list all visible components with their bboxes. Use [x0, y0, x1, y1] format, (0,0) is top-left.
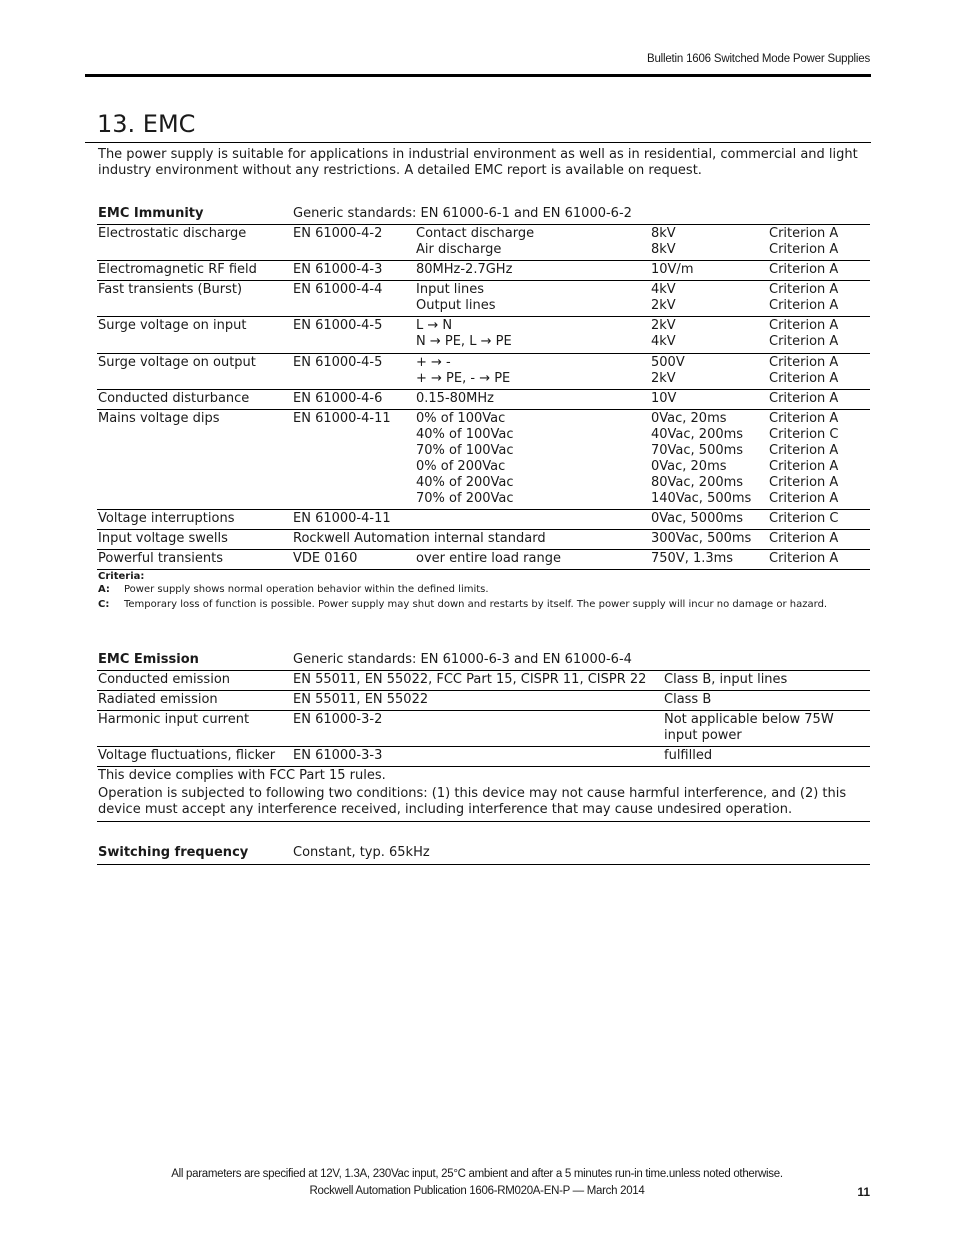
- criteria-key: A:: [98, 584, 110, 595]
- test-level-line: 750V, 1.3ms: [651, 551, 734, 566]
- test-condition-line: 0% of 200Vac: [416, 459, 506, 474]
- test-name: [98, 511, 234, 527]
- test-standard-line: EN 61000-4-11: [293, 411, 391, 426]
- test-standard: [293, 262, 382, 278]
- test-condition-line: 0% of 100Vac: [416, 411, 506, 426]
- test-condition-line: 70% of 200Vac: [416, 491, 514, 506]
- emission-standard: [293, 692, 428, 708]
- emission-name: [98, 748, 275, 764]
- test-level-line: 500V: [651, 355, 685, 370]
- test-name-line: Input voltage swells: [98, 531, 228, 546]
- test-level: [651, 226, 676, 258]
- test-criterion-line: Criterion A: [769, 371, 839, 386]
- test-standard-line: VDE 0160: [293, 551, 358, 566]
- emission-name: [98, 692, 218, 708]
- table-row: [97, 747, 870, 767]
- test-criterion-line: Criterion A: [769, 242, 839, 257]
- test-criterion-line: Criterion C: [769, 511, 839, 526]
- test-standard-line: EN 61000-4-11: [293, 511, 391, 526]
- test-name-line: Surge voltage on output: [98, 355, 256, 370]
- test-standard: [293, 551, 357, 567]
- table-row: [97, 354, 870, 390]
- emission-name: [98, 712, 249, 728]
- test-condition-line: 80MHz-2.7GHz: [416, 262, 513, 277]
- test-standard: [293, 511, 391, 527]
- test-condition: [416, 318, 512, 350]
- footer-publication: Rockwell Automation Publication 1606-RM020A-EN-P — March 2014: [309, 1185, 645, 1197]
- table-row: [97, 410, 870, 510]
- test-criterion-line: Criterion A: [769, 298, 839, 313]
- page-number: 11: [857, 1185, 870, 1199]
- emission-standard-line: EN 55011, EN 55022, FCC Part 15, CISPR 11, CISPR 22: [293, 672, 647, 687]
- test-name-line: Powerful transients: [98, 551, 224, 566]
- emission-header: [97, 652, 870, 671]
- test-level: [651, 355, 685, 387]
- test-condition-line: + → PE, - → PE: [416, 371, 511, 386]
- test-criterion-line: Criterion C: [769, 427, 839, 442]
- test-criterion: [769, 511, 839, 527]
- emission-name-line: Harmonic input current: [98, 712, 250, 727]
- test-name: [98, 226, 246, 242]
- test-standard-line: EN 61000-4-2: [293, 226, 383, 241]
- test-name: [98, 531, 228, 547]
- emission-result: [664, 692, 711, 708]
- test-standard-line: EN 61000-4-3: [293, 262, 383, 277]
- test-criterion: [769, 355, 838, 387]
- criteria-item-c: [98, 598, 838, 611]
- immunity-table: [97, 206, 870, 570]
- test-level-line: 0Vac, 5000ms: [651, 511, 744, 526]
- table-row: [97, 390, 870, 410]
- test-condition: [416, 262, 512, 278]
- emission-standard: [293, 712, 382, 728]
- test-standard: [293, 411, 391, 427]
- test-criterion-line: Criterion A: [769, 531, 839, 546]
- emission-result: [664, 672, 787, 688]
- test-name-line: Mains voltage dips: [98, 411, 220, 426]
- test-level-line: 0Vac, 20ms: [651, 411, 727, 426]
- table-row: [97, 691, 870, 711]
- test-level-line: 140Vac, 500ms: [651, 491, 752, 506]
- test-name: [98, 551, 223, 567]
- test-standard-line: EN 61000-4-5: [293, 355, 383, 370]
- operation-note: Operation is subjected to following two conditions: (1) this device may not cause harmful interference, and (2) this device must accept any interference received, including interference that may cause undesired operation.: [97, 785, 870, 822]
- test-criterion: [769, 551, 838, 567]
- test-level: [651, 551, 733, 567]
- emission-standard-line: EN 61000-3-2: [293, 712, 383, 727]
- test-criterion: [769, 282, 838, 314]
- test-criterion: [769, 531, 838, 547]
- test-name: [98, 318, 246, 334]
- test-criterion-line: Criterion A: [769, 411, 839, 426]
- test-criterion: [769, 318, 838, 350]
- immunity-title: EMC Immunity: [98, 206, 204, 221]
- fcc-note: This device complies with FCC Part 15 rules.: [98, 768, 386, 783]
- test-name: [98, 391, 249, 407]
- test-criterion-line: Criterion A: [769, 443, 839, 458]
- test-name-line: Electromagnetic RF field: [98, 262, 257, 277]
- emission-notes: [97, 767, 870, 822]
- section-title: 13. EMC: [97, 110, 196, 138]
- test-level-line: 0Vac, 20ms: [651, 459, 727, 474]
- test-condition-line: N → PE, L → PE: [416, 334, 512, 349]
- criteria-text: Power supply shows normal operation behavior within the defined limits.: [124, 584, 489, 595]
- test-level-line: 70Vac, 500ms: [651, 443, 744, 458]
- test-criterion: [769, 411, 839, 507]
- test-level-line: 2kV: [651, 318, 676, 333]
- emission-standard-line: EN 55011, EN 55022: [293, 692, 429, 707]
- test-standard: [293, 226, 382, 242]
- emission-standard-line: EN 61000-3-3: [293, 748, 383, 763]
- test-name-line: Surge voltage on input: [98, 318, 247, 333]
- test-criterion: [769, 226, 838, 258]
- test-criterion: [769, 391, 838, 407]
- criteria-title: Criteria:: [98, 571, 145, 582]
- test-level-line: 300Vac, 500ms: [651, 531, 752, 546]
- emission-result: [664, 712, 834, 744]
- test-level-line: 10V: [651, 391, 677, 406]
- emission-table: [97, 652, 870, 822]
- test-condition: [416, 551, 561, 567]
- criteria-legend: [98, 570, 838, 611]
- emission-name: [98, 672, 230, 688]
- test-level-line: 4kV: [651, 334, 676, 349]
- emission-result-line: Not applicable below 75W: [664, 712, 834, 727]
- emission-name-line: Radiated emission: [98, 692, 218, 707]
- test-name: [98, 262, 257, 278]
- table-row: [97, 225, 870, 261]
- test-condition: [416, 355, 510, 387]
- test-condition-line: + → -: [416, 355, 451, 370]
- emission-rows: [97, 671, 870, 767]
- test-standard-line: EN 61000-4-5: [293, 318, 383, 333]
- test-name-line: Voltage interruptions: [98, 511, 235, 526]
- emission-standard: [293, 672, 646, 688]
- test-condition: [416, 391, 494, 407]
- test-name-line: Fast transients (Burst): [98, 282, 243, 297]
- header-rule: [85, 74, 871, 77]
- test-standard: [293, 531, 546, 547]
- immunity-rows: [97, 225, 870, 570]
- emission-result-line: input power: [664, 728, 742, 743]
- test-criterion-line: Criterion A: [769, 551, 839, 566]
- test-criterion-line: Criterion A: [769, 282, 839, 297]
- table-row: [97, 671, 870, 691]
- test-level-line: 8kV: [651, 226, 676, 241]
- table-row: [97, 550, 870, 570]
- emission-name-line: Conducted emission: [98, 672, 231, 687]
- test-criterion-line: Criterion A: [769, 459, 839, 474]
- test-condition: [416, 226, 534, 258]
- test-level: [651, 391, 676, 407]
- test-criterion-line: Criterion A: [769, 491, 839, 506]
- emission-title: EMC Emission: [98, 652, 199, 667]
- emission-result-line: fulfilled: [664, 748, 713, 763]
- test-standard-line: EN 61000-4-4: [293, 282, 383, 297]
- test-name-line: Electrostatic discharge: [98, 226, 247, 241]
- test-standard: [293, 355, 382, 371]
- test-criterion-line: Criterion A: [769, 355, 839, 370]
- switching-row: [97, 845, 870, 865]
- test-criterion-line: Criterion A: [769, 334, 839, 349]
- test-condition: [416, 282, 496, 314]
- emission-result-line: Class B, input lines: [664, 672, 788, 687]
- test-level-line: 40Vac, 200ms: [651, 427, 744, 442]
- table-row: [97, 711, 870, 747]
- test-criterion-line: Criterion A: [769, 226, 839, 241]
- switching-table: [97, 845, 870, 865]
- test-name: [98, 282, 242, 298]
- test-standard: [293, 318, 382, 334]
- test-name: [98, 411, 220, 427]
- test-level: [651, 411, 751, 507]
- criteria-text: Temporary loss of function is possible. Power supply may shut down and restarts by itself. The power supply will incur no damage or hazard.: [124, 599, 828, 610]
- switching-value: Constant, typ. 65kHz: [293, 845, 430, 860]
- table-row: [97, 530, 870, 550]
- test-condition: [416, 411, 514, 507]
- test-level: [651, 262, 693, 278]
- table-row: [97, 510, 870, 530]
- header-bulletin: Bulletin 1606 Switched Mode Power Supplies: [646, 53, 870, 65]
- test-level-line: 8kV: [651, 242, 676, 257]
- test-criterion: [769, 262, 838, 278]
- test-condition-line: Air discharge: [416, 242, 502, 257]
- test-standard: [293, 391, 382, 407]
- emission-result: [664, 748, 712, 764]
- immunity-header: [97, 206, 870, 225]
- table-row: [97, 281, 870, 317]
- test-level: [651, 531, 751, 547]
- criteria-key: C:: [98, 599, 110, 610]
- test-condition-line: L → N: [416, 318, 453, 333]
- switching-title: Switching frequency: [98, 845, 249, 860]
- intro-paragraph: The power supply is suitable for applications in industrial environment as well as in residential, commercial and light industry environment without any restrictions. A detailed EMC report is available on request.: [98, 147, 858, 178]
- test-condition-line: 0.15-80MHz: [416, 391, 494, 406]
- test-condition-line: Contact discharge: [416, 226, 535, 241]
- table-row: [97, 261, 870, 281]
- test-criterion-line: Criterion A: [769, 391, 839, 406]
- test-condition-line: Output lines: [416, 298, 496, 313]
- test-standard: [293, 282, 382, 298]
- immunity-standards: Generic standards: EN 61000-6-1 and EN 61000-6-2: [293, 206, 632, 221]
- title-rule: [85, 142, 871, 143]
- emission-result-line: Class B: [664, 692, 712, 707]
- test-condition-line: over entire load range: [416, 551, 561, 566]
- test-standard-line: Rockwell Automation internal standard: [293, 531, 546, 546]
- test-name-line: Conducted disturbance: [98, 391, 250, 406]
- test-standard-line: EN 61000-4-6: [293, 391, 383, 406]
- test-condition-line: Input lines: [416, 282, 485, 297]
- test-name: [98, 355, 256, 371]
- test-criterion-line: Criterion A: [769, 318, 839, 333]
- emission-standard: [293, 748, 382, 764]
- emission-standards: Generic standards: EN 61000-6-3 and EN 61000-6-4: [293, 652, 632, 667]
- test-level-line: 2kV: [651, 371, 676, 386]
- test-level: [651, 282, 676, 314]
- criteria-item-a: [98, 583, 838, 596]
- table-row: [97, 317, 870, 354]
- footer-note: All parameters are specified at 12V, 1.3A, 230Vac input, 25°C ambient and after a 5 minutes run-in time.unless noted otherwise.: [171, 1168, 783, 1180]
- test-level: [651, 318, 676, 350]
- test-level-line: 80Vac, 200ms: [651, 475, 744, 490]
- test-level-line: 4kV: [651, 282, 676, 297]
- test-condition-line: 70% of 100Vac: [416, 443, 514, 458]
- emission-name-line: Voltage fluctuations, flicker: [98, 748, 276, 763]
- test-condition-line: 40% of 100Vac: [416, 427, 514, 442]
- test-level-line: 10V/m: [651, 262, 694, 277]
- test-level-line: 2kV: [651, 298, 676, 313]
- test-level: [651, 511, 743, 527]
- test-condition-line: 40% of 200Vac: [416, 475, 514, 490]
- test-criterion-line: Criterion A: [769, 475, 839, 490]
- test-criterion-line: Criterion A: [769, 262, 839, 277]
